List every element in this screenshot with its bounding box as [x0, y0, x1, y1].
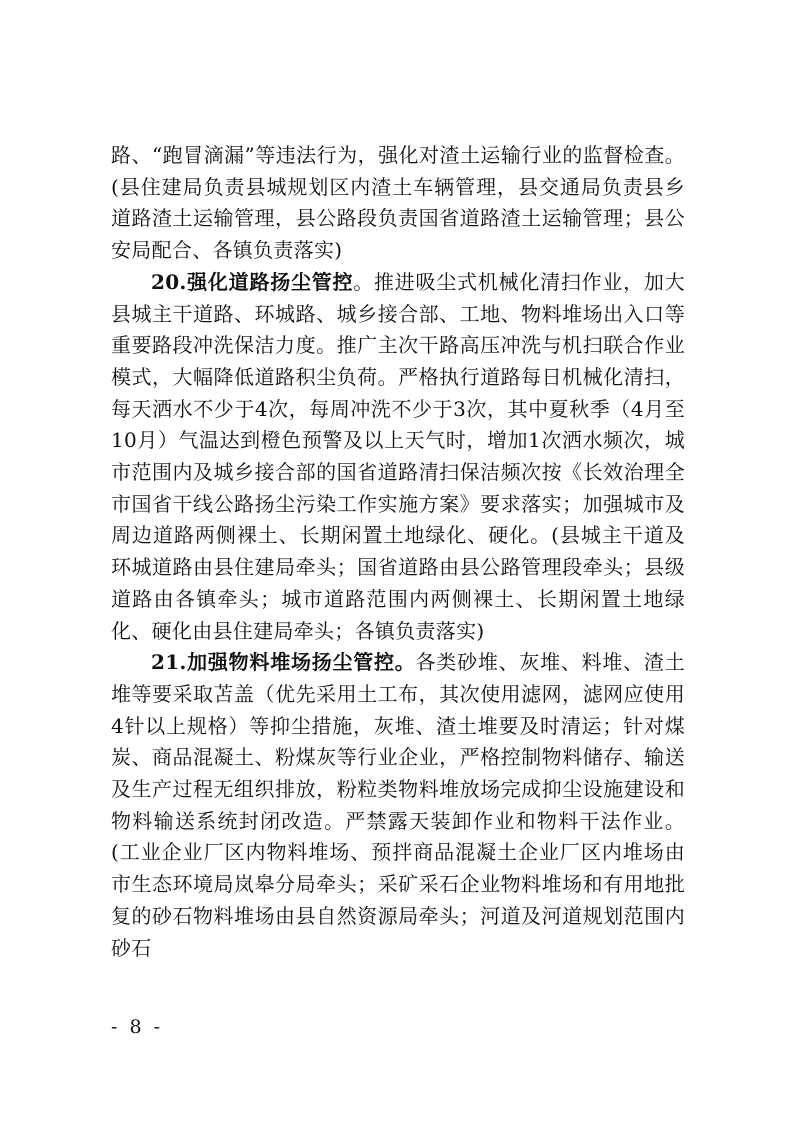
paragraph-continuation: 路、“跑冒滴漏”等违法行为，强化对渣土运输行业的监督检查。(县住建局负责县城规划区内渣土车辆管理，县交通局负责县乡道路渣土运输管理，县公路段负责国省道路渣土运输管理；县公安局配合、各镇负责落实) [111, 143, 685, 263]
paragraph-item-21 [111, 647, 685, 964]
item-20-heading: 20.强化道路扬尘管控 [151, 269, 354, 294]
document-body [111, 140, 685, 964]
item-20-body: 。推进吸尘式机械化清扫作业，加大县城主干道路、环城路、城乡接合部、工地、物料堆场出入口等重要路段冲洗保洁力度。推广主次干路高压冲洗与机扫联合作业模式，大幅降低道路积尘负荷。严格执行道路每日机械化清扫，每天洒水不少于4次，每周冲洗不少于3次，其中夏秋季（4月至10月）气温达到橙色预警及以上天气时，增加1次洒水频次，城市范围内及城乡接合部的国省道路清扫保洁频次按《长效治理全市国省干线公路扬尘污染工作实施方案》要求落实；加强城市及周边道路两侧裸土、长期闲置土地绿化、硬化。(县城主干道及环城道路由县住建局牵头；国省道路由县公路管理段牵头；县级道路由各镇牵头；城市道路范围内两侧裸土、长期闲置土地绿化、硬化由县住建局牵头；各镇负责落实) [111, 269, 685, 643]
item-21-body: 各类砂堆、灰堆、料堆、渣土堆等要采取苫盖（优先采用土工布，其次使用滤网，滤网应使用4针以上规格）等抑尘措施，灰堆、渣土堆要及时清运；针对煤炭、商品混凝土、粉煤灰等行业企业，严格控制物料储存、输送及生产过程无组织排放，粉粒类物料堆放场完成抑尘设施建设和物料输送系统封闭改造。严禁露天装卸作业和物料干法作业。(工业企业厂区内物料堆场、预拌商品混凝土企业厂区内堆场由市生态环境局岚皋分局牵头；采矿采石企业物料堆场和有用地批复的砂石物料堆场由县自然资源局牵头；河道及河道规划范围内砂石 [111, 650, 685, 960]
page-number: - 8 - [111, 1016, 164, 1038]
paragraph-item-20 [111, 267, 685, 647]
item-21-heading: 21.加强物料堆场扬尘管控。 [151, 650, 416, 675]
